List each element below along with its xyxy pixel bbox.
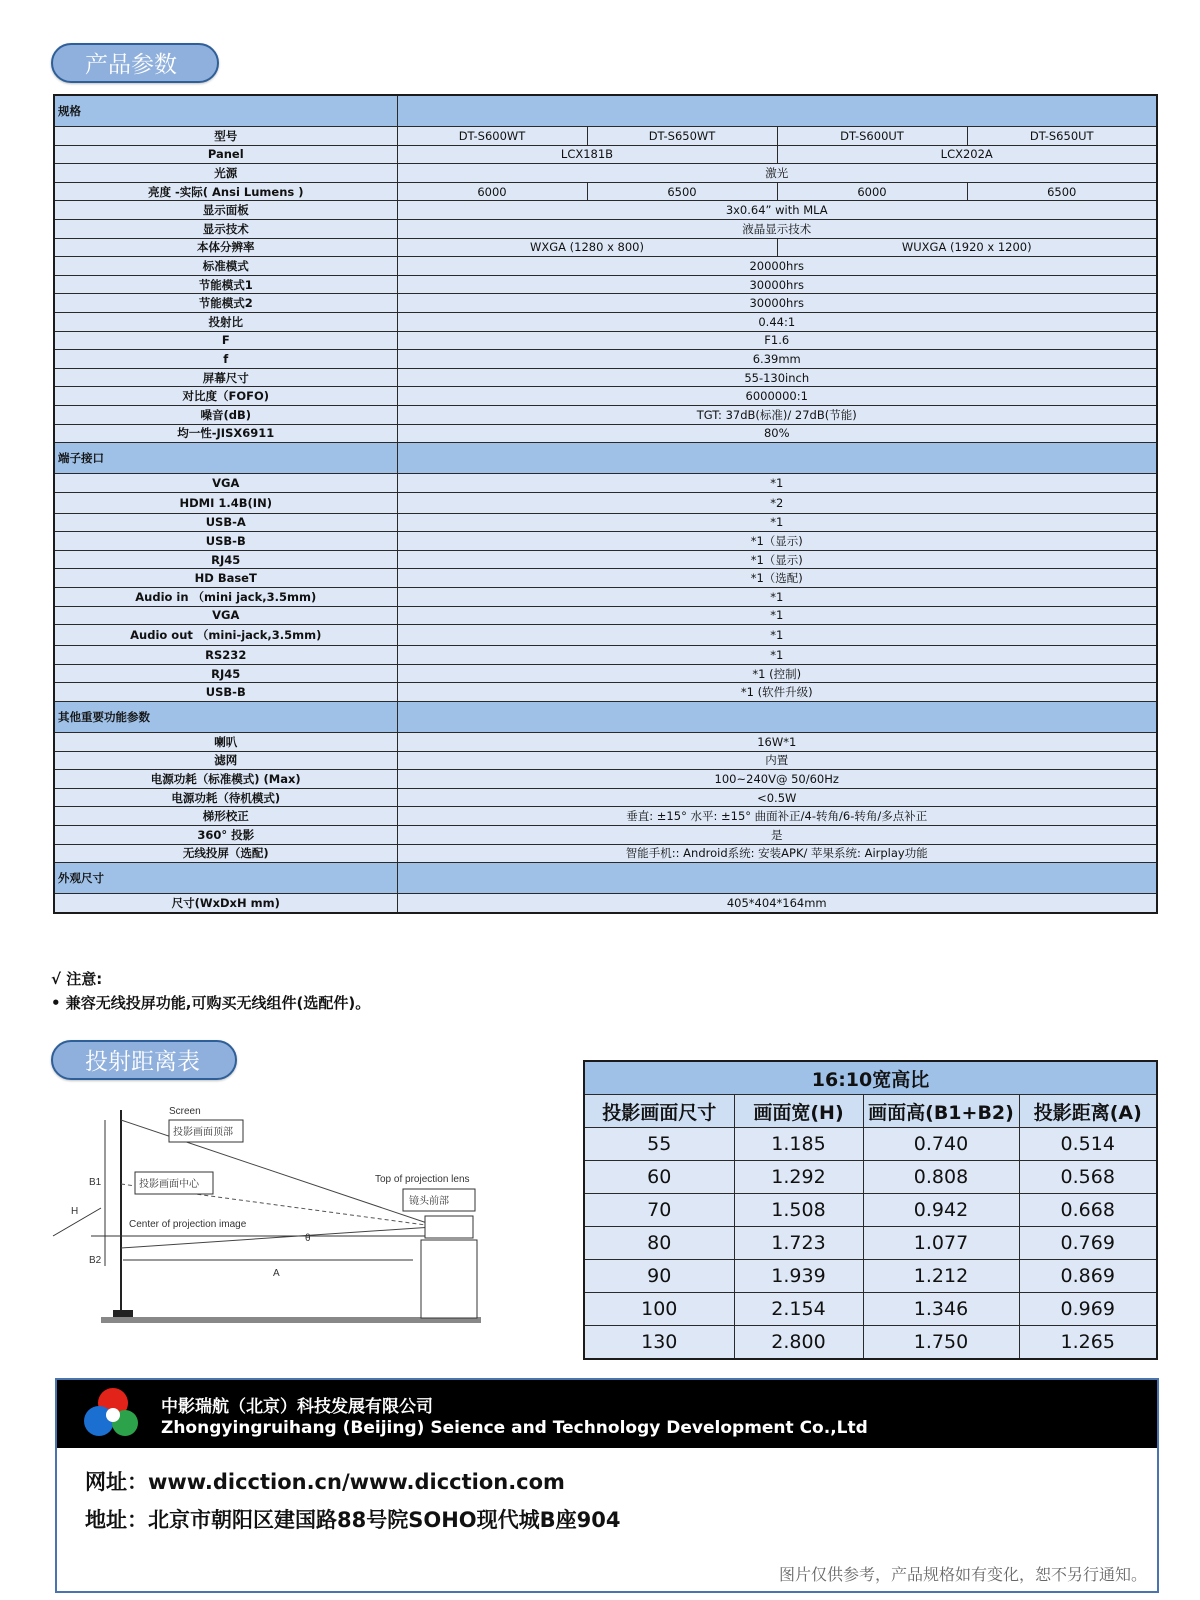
row-label: HD BaseT xyxy=(54,569,397,588)
spec-row xyxy=(54,844,1157,863)
spec-row xyxy=(54,219,1157,238)
spec-row xyxy=(54,127,1157,146)
distance-header-row xyxy=(584,1095,1157,1128)
row-value: *1 xyxy=(397,474,1157,493)
disclaimer: 图片仅供参考，产品规格如有变化，恕不另行通知。 xyxy=(778,1565,1147,1584)
h-label: H xyxy=(71,1206,79,1217)
row-label: 对比度（FOFO) xyxy=(54,387,397,406)
row-value: *1 (控制) xyxy=(397,664,1157,683)
row-label: VGA xyxy=(54,474,397,493)
distance-cell: 0.942 xyxy=(863,1194,1019,1227)
spec-row xyxy=(54,826,1157,845)
row-value: 0.44:1 xyxy=(397,312,1157,331)
spec-row xyxy=(54,569,1157,588)
distance-cell: 1.265 xyxy=(1019,1326,1157,1360)
distance-cell: 0.769 xyxy=(1019,1227,1157,1260)
row-value: 6.39mm xyxy=(397,350,1157,369)
group-header-ports: 端子接口 xyxy=(54,443,397,474)
row-label: 尺寸(WxDxH mm) xyxy=(54,894,397,913)
spec-row xyxy=(54,350,1157,369)
distance-cell: 0.808 xyxy=(863,1161,1019,1194)
projector-table xyxy=(421,1240,477,1318)
spec-row xyxy=(54,294,1157,313)
notes xyxy=(51,967,370,1015)
distance-cell: 80 xyxy=(584,1227,734,1260)
distance-section-title: 投射距离表 xyxy=(51,1040,237,1080)
row-label: 投射比 xyxy=(54,312,397,331)
company-name-en: Zhongyingruihang (Beijing) Seience and Technology Development Co.,Ltd xyxy=(161,1418,868,1438)
distance-title: 16:10宽高比 xyxy=(584,1061,1157,1095)
spec-row xyxy=(54,683,1157,702)
panel-cell: LCX181B xyxy=(397,145,777,164)
spec-row xyxy=(54,664,1157,683)
spec-row xyxy=(54,863,1157,894)
row-label: Panel xyxy=(54,145,397,164)
row-value: *1（选配) xyxy=(397,569,1157,588)
row-label: 滤网 xyxy=(54,751,397,770)
distance-cell: 1.292 xyxy=(734,1161,863,1194)
row-value: 液晶显示技术 xyxy=(397,219,1157,238)
distance-header: 画面高(B1+B2) xyxy=(863,1095,1019,1128)
distance-cell: 70 xyxy=(584,1194,734,1227)
spec-row xyxy=(54,201,1157,220)
row-label: RS232 xyxy=(54,646,397,665)
model-cell: DT-S600WT xyxy=(397,127,587,146)
row-value: 405*404*164mm xyxy=(397,894,1157,913)
spec-row xyxy=(54,625,1157,646)
distance-cell: 1.750 xyxy=(863,1326,1019,1360)
a-label: A xyxy=(273,1268,280,1279)
distance-row xyxy=(584,1293,1157,1326)
model-cell: DT-S650UT xyxy=(967,127,1157,146)
row-label: USB-B xyxy=(54,683,397,702)
distance-cell: 0.740 xyxy=(863,1128,1019,1161)
distance-row xyxy=(584,1326,1157,1360)
row-label: USB-B xyxy=(54,532,397,551)
spec-row xyxy=(54,702,1157,733)
group-header-other: 其他重要功能参数 xyxy=(54,702,397,733)
row-value: *1 xyxy=(397,513,1157,532)
spec-row xyxy=(54,492,1157,513)
distance-cell: 2.154 xyxy=(734,1293,863,1326)
row-label: 标准模式 xyxy=(54,257,397,276)
model-cell: DT-S650WT xyxy=(587,127,777,146)
row-label: 显示技术 xyxy=(54,219,397,238)
spec-row xyxy=(54,275,1157,294)
distance-header: 投影画面尺寸 xyxy=(584,1095,734,1128)
row-label: USB-A xyxy=(54,513,397,532)
spec-row xyxy=(54,368,1157,387)
b2-label: B2 xyxy=(89,1255,102,1266)
row-value: 激光 xyxy=(397,164,1157,183)
row-value: 20000hrs xyxy=(397,257,1157,276)
distance-cell: 130 xyxy=(584,1326,734,1360)
distance-cell: 1.723 xyxy=(734,1227,863,1260)
row-value: 智能手机:: Android系统: 安装APK/ 苹果系统: Airplay功能 xyxy=(397,844,1157,863)
group-header-spec: 规格 xyxy=(54,95,397,127)
row-label: 电源功耗（标准模式) (Max) xyxy=(54,770,397,789)
spec-row xyxy=(54,443,1157,474)
distance-row xyxy=(584,1128,1157,1161)
distance-cell: 0.869 xyxy=(1019,1260,1157,1293)
notes-line: • 兼容无线投屏功能,可购买无线组件(选配件)。 xyxy=(51,994,371,1012)
row-value: 是 xyxy=(397,826,1157,845)
row-value: 垂直: ±15° 水平: ±15° 曲面补正/4-转角/6-转角/多点补正 xyxy=(397,807,1157,826)
specs-section-title: 产品参数 xyxy=(51,43,219,83)
row-value: <0.5W xyxy=(397,788,1157,807)
spec-row xyxy=(54,387,1157,406)
top-label: 投影画面顶部 xyxy=(173,1127,233,1138)
row-value: *1 (软件升级) xyxy=(397,683,1157,702)
row-label: Audio in （mini jack,3.5mm) xyxy=(54,588,397,607)
row-value: 内置 xyxy=(397,751,1157,770)
b1-label: B1 xyxy=(89,1177,102,1188)
distance-cell: 0.568 xyxy=(1019,1161,1157,1194)
spec-row xyxy=(54,751,1157,770)
distance-cell: 0.969 xyxy=(1019,1293,1157,1326)
distance-cell: 1.508 xyxy=(734,1194,863,1227)
row-value: *2 xyxy=(397,492,1157,513)
row-label: f xyxy=(54,350,397,369)
spec-row xyxy=(54,770,1157,789)
spec-table xyxy=(53,94,1158,914)
spec-row xyxy=(54,788,1157,807)
footer xyxy=(55,1378,1159,1593)
distance-cell: 0.514 xyxy=(1019,1128,1157,1161)
row-value: 55-130inch xyxy=(397,368,1157,387)
theta-label: θ xyxy=(305,1233,311,1244)
company-name-cn: 中影瑞航（北京）科技发展有限公司 xyxy=(161,1397,433,1417)
screen-label: Screen xyxy=(169,1106,201,1117)
spec-row xyxy=(54,424,1157,443)
row-label: 本体分辨率 xyxy=(54,238,397,257)
group-header-dim: 外观尺寸 xyxy=(54,863,397,894)
row-value: TGT: 37dB(标准)/ 27dB(节能) xyxy=(397,405,1157,424)
spec-row xyxy=(54,95,1157,127)
row-label: 显示面板 xyxy=(54,201,397,220)
row-value: *1 xyxy=(397,646,1157,665)
center-label: 投影画面中心 xyxy=(139,1179,199,1190)
row-value: 3x0.64” with MLA xyxy=(397,201,1157,220)
lens-en-label: Top of projection lens xyxy=(375,1174,470,1185)
distance-table xyxy=(583,1060,1158,1360)
row-value: F1.6 xyxy=(397,331,1157,350)
center-en-label: Center of projection image xyxy=(129,1219,247,1230)
spec-row xyxy=(54,646,1157,665)
distance-row xyxy=(584,1194,1157,1227)
row-value: 30000hrs xyxy=(397,294,1157,313)
spec-row xyxy=(54,182,1157,201)
row-label: 无线投屏（选配) xyxy=(54,844,397,863)
row-value: 30000hrs xyxy=(397,275,1157,294)
spec-row xyxy=(54,405,1157,424)
row-label: 喇叭 xyxy=(54,733,397,752)
company-logo xyxy=(81,1385,141,1441)
spec-row xyxy=(54,894,1157,913)
row-label: 节能模式1 xyxy=(54,275,397,294)
row-label: 屏幕尺寸 xyxy=(54,368,397,387)
row-label: RJ45 xyxy=(54,664,397,683)
row-label: 电源功耗（待机模式) xyxy=(54,788,397,807)
distance-cell: 1.185 xyxy=(734,1128,863,1161)
distance-header: 投影距离(A) xyxy=(1019,1095,1157,1128)
distance-row xyxy=(584,1161,1157,1194)
distance-cell: 100 xyxy=(584,1293,734,1326)
row-value: 16W*1 xyxy=(397,733,1157,752)
brightness-cell: 6000 xyxy=(777,182,967,201)
spec-row xyxy=(54,238,1157,257)
row-value: *1（显示) xyxy=(397,550,1157,569)
spec-row xyxy=(54,474,1157,493)
row-value: 6000000:1 xyxy=(397,387,1157,406)
brightness-cell: 6500 xyxy=(967,182,1157,201)
lower-beam xyxy=(121,1227,433,1248)
projector-body xyxy=(425,1216,473,1238)
spec-row xyxy=(54,145,1157,164)
distance-title-row xyxy=(584,1061,1157,1095)
brightness-cell: 6000 xyxy=(397,182,587,201)
spec-row xyxy=(54,312,1157,331)
spec-row xyxy=(54,513,1157,532)
spec-row xyxy=(54,331,1157,350)
row-value: *1（显示) xyxy=(397,532,1157,551)
model-cell: DT-S600UT xyxy=(777,127,967,146)
distance-cell: 0.668 xyxy=(1019,1194,1157,1227)
row-value: *1 xyxy=(397,606,1157,625)
distance-row xyxy=(584,1227,1157,1260)
spec-row xyxy=(54,164,1157,183)
row-value: *1 xyxy=(397,588,1157,607)
spec-row xyxy=(54,550,1157,569)
distance-cell: 1.346 xyxy=(863,1293,1019,1326)
group-header-fill xyxy=(397,443,1157,474)
row-label: 噪音(dB) xyxy=(54,405,397,424)
spec-row xyxy=(54,532,1157,551)
spec-row xyxy=(54,606,1157,625)
lens-cn-label: 镜头前部 xyxy=(409,1196,449,1207)
projection-diagram xyxy=(51,1100,499,1340)
row-label: 光源 xyxy=(54,164,397,183)
group-header-fill xyxy=(397,702,1157,733)
footer-band xyxy=(57,1380,1157,1448)
group-header-fill xyxy=(397,95,1157,127)
address: 地址：北京市朝阳区建国路88号院SOHO现代城B座904 xyxy=(85,1508,621,1532)
resolution-cell: WUXGA (1920 x 1200) xyxy=(777,238,1157,257)
row-label: RJ45 xyxy=(54,550,397,569)
row-label: 亮度 -实际( Ansi Lumens ) xyxy=(54,182,397,201)
spec-row xyxy=(54,733,1157,752)
spec-row xyxy=(54,588,1157,607)
row-value: *1 xyxy=(397,625,1157,646)
row-label: 360° 投影 xyxy=(54,826,397,845)
panel-cell: LCX202A xyxy=(777,145,1157,164)
resolution-cell: WXGA (1280 x 800) xyxy=(397,238,777,257)
row-label: 型号 xyxy=(54,127,397,146)
distance-header: 画面宽(H) xyxy=(734,1095,863,1128)
row-label: HDMI 1.4B(IN) xyxy=(54,492,397,513)
website: 网址：www.dicction.cn/www.dicction.com xyxy=(85,1470,565,1494)
distance-row xyxy=(584,1260,1157,1293)
distance-cell: 60 xyxy=(584,1161,734,1194)
distance-cell: 1.939 xyxy=(734,1260,863,1293)
screen-base xyxy=(113,1310,133,1317)
distance-cell: 90 xyxy=(584,1260,734,1293)
row-label: 均一性-JISX6911 xyxy=(54,424,397,443)
group-header-fill xyxy=(397,863,1157,894)
row-label: F xyxy=(54,331,397,350)
spec-row xyxy=(54,807,1157,826)
row-label: Audio out （mini-jack,3.5mm) xyxy=(54,625,397,646)
distance-cell: 2.800 xyxy=(734,1326,863,1360)
row-label: 梯形校正 xyxy=(54,807,397,826)
row-value: 80% xyxy=(397,424,1157,443)
distance-cell: 55 xyxy=(584,1128,734,1161)
row-label: 节能模式2 xyxy=(54,294,397,313)
notes-title: √ 注意: xyxy=(51,970,103,988)
row-value: 100~240V@ 50/60Hz xyxy=(397,770,1157,789)
distance-cell: 1.077 xyxy=(863,1227,1019,1260)
row-label: VGA xyxy=(54,606,397,625)
brightness-cell: 6500 xyxy=(587,182,777,201)
distance-cell: 1.212 xyxy=(863,1260,1019,1293)
spec-row xyxy=(54,257,1157,276)
